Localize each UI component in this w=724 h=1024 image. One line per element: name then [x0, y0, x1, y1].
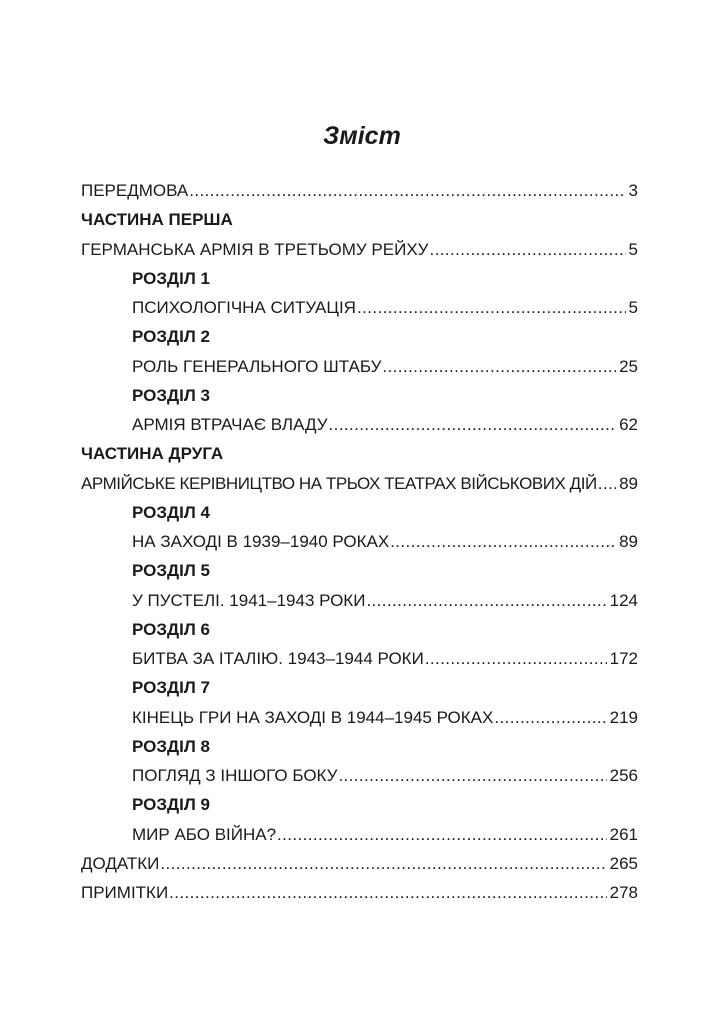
toc-entry-title: ПРИМІТКИ — [81, 883, 169, 902]
toc-entry-page-number: 89 — [619, 532, 638, 551]
chapter-heading: РОЗДІЛ 9 — [132, 795, 210, 814]
toc-entry-page-number: 62 — [619, 415, 638, 434]
toc-entry-title: АРМІЯ ВТРАЧАЄ ВЛАДУ — [132, 415, 328, 434]
toc-entry — [132, 531, 638, 553]
chapter-heading: РОЗДІЛ 6 — [132, 620, 210, 639]
dot-leader — [356, 297, 626, 319]
dot-leader — [159, 853, 606, 875]
toc-entry — [81, 853, 638, 875]
toc-entry — [81, 473, 638, 495]
part-heading: ЧАСТИНА ДРУГА — [81, 444, 224, 463]
dot-leader — [337, 765, 606, 787]
toc-entry-title: У ПУСТЕЛІ. 1941–1943 РОКИ — [132, 591, 366, 610]
toc-entry-title: ПЕРЕДМОВА — [81, 181, 189, 200]
toc-entry — [132, 356, 638, 378]
chapter-heading: РОЗДІЛ 7 — [132, 678, 210, 697]
toc-entry-page-number: 3 — [628, 181, 638, 200]
chapter-heading: РОЗДІЛ 5 — [132, 561, 210, 580]
dot-leader — [365, 590, 606, 612]
toc-entry-page-number: 89 — [619, 474, 638, 493]
toc-entry-title: РОЛЬ ГЕНЕРАЛЬНОГО ШТАБУ — [132, 357, 382, 376]
dot-leader — [381, 356, 616, 378]
toc-entry-page-number: 172 — [609, 649, 638, 668]
toc-entry-title: ПОГЛЯД З ІНШОГО БОКУ — [132, 766, 338, 785]
toc-entry — [132, 648, 638, 670]
toc-entry — [132, 707, 638, 729]
toc-entry — [81, 882, 638, 904]
toc-entry-page-number: 278 — [609, 883, 638, 902]
toc-entry-page-number: 5 — [628, 298, 638, 317]
toc-entry-page-number: 256 — [609, 766, 638, 785]
toc-entry-page-number: 261 — [609, 825, 638, 844]
toc-entry-page-number: 5 — [628, 240, 638, 259]
chapter-heading: РОЗДІЛ 3 — [132, 386, 210, 405]
toc-entry — [132, 297, 638, 319]
toc-entry-page-number: 265 — [609, 854, 638, 873]
dot-leader — [493, 707, 606, 729]
toc-entry-page-number: 124 — [609, 591, 638, 610]
chapter-heading: РОЗДІЛ 8 — [132, 737, 210, 756]
toc-entry — [81, 180, 638, 202]
toc-entry-title: ПСИХОЛОГІЧНА СИТУАЦІЯ — [132, 298, 356, 317]
toc-entry — [132, 765, 638, 787]
toc-entry-title: ДОДАТКИ — [81, 854, 160, 873]
dot-leader — [389, 531, 616, 553]
dot-leader — [188, 180, 625, 202]
toc-entry-title: НА ЗАХОДІ В 1939–1940 РОКАХ — [132, 532, 390, 551]
toc-entry-title: ГЕРМАНСЬКА АРМІЯ В ТРЕТЬОМУ РЕЙХУ — [81, 240, 429, 259]
toc-entry-page-number: 219 — [609, 708, 638, 727]
dot-leader — [168, 882, 606, 904]
chapter-heading: РОЗДІЛ 2 — [132, 327, 210, 346]
page-title: Зміст — [323, 122, 401, 150]
toc-entry — [132, 590, 638, 612]
dot-leader — [428, 239, 625, 261]
toc-entry-title: МИР АБО ВІЙНА? — [132, 825, 277, 844]
dot-leader — [276, 824, 607, 846]
toc-entry-title: КІНЕЦЬ ГРИ НА ЗАХОДІ В 1944–1945 РОКАХ — [132, 708, 494, 727]
part-heading: ЧАСТИНА ПЕРША — [81, 210, 233, 229]
toc-entry — [132, 824, 638, 846]
dot-leader — [328, 414, 617, 436]
toc-entry — [81, 239, 638, 261]
dot-leader — [424, 648, 607, 670]
chapter-heading: РОЗДІЛ 4 — [132, 503, 210, 522]
toc-entry — [132, 414, 638, 436]
chapter-heading: РОЗДІЛ 1 — [132, 269, 210, 288]
dot-leader — [597, 473, 616, 495]
toc-entry-title: АРМІЙСЬКЕ КЕРІВНИЦТВО НА ТРЬОХ ТЕАТРАХ ВІЙСЬКОВИХ ДІЙ — [81, 474, 597, 493]
toc-entry-page-number: 25 — [619, 357, 638, 376]
toc-entry-title: БИТВА ЗА ІТАЛІЮ. 1943–1944 РОКИ — [132, 649, 424, 668]
